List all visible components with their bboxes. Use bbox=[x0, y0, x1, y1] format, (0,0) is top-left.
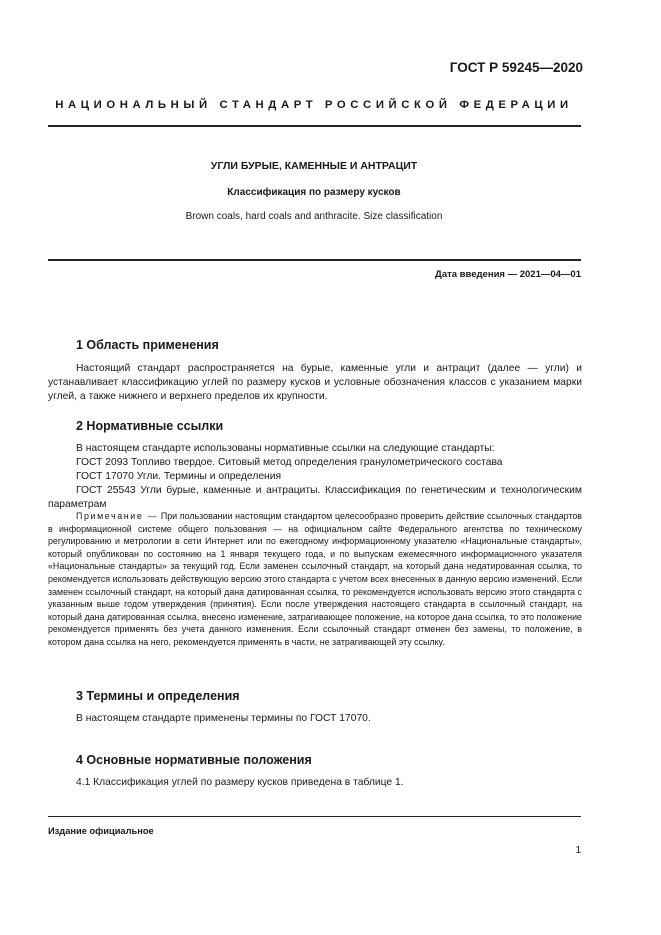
note-text: При пользовании настоящим стандартом целесообразно проверить действие ссылочных стандартов в информационной системе общего пользования — на официальном сайте Федерального агентства по техническому регулированию и метрологии в сети Интернет или по ежегодному информационному указателю «Национальные стандарты», который опубликован по состоянию на 1 января текущего года, и по выпускам ежемесячного информационного указателя «Национальные стандарты» за текущий год. Если заменен ссылочный стандарт, на который дана недатированная ссылка, то рекомендуется использовать действующую версию этого стандарта с учетом всех внесенных в данную версию изменений. Если заменен ссылочный стандарт, на который дана датированная ссылка, то рекомендуется использовать версию этого стандарта с указанным выше годом утверждения (принятия). Если после утверждения настоящего стандарта в ссылочный стандарт, на который дана датированная ссылка, внесено изменение, затрагивающее положение, на которое дана ссылка, то это положение рекомендуется применять без учета данного изменения. Если ссылочный стандарт отменен без замены, то положение, в котором дана ссылка на него, рекомендуется применять в части, не затрагивающей эту ссылку. bbox=[48, 511, 583, 647]
section-4-heading: 4 Основные нормативные положения bbox=[76, 753, 312, 767]
note-label: Примечание — bbox=[76, 511, 159, 521]
section-1-heading: 1 Область применения bbox=[76, 338, 219, 352]
introduction-date: Дата введения — 2021—04—01 bbox=[435, 269, 581, 280]
document-subtitle: Классификация по размеру кусков bbox=[227, 187, 401, 198]
section-1-text: Настоящий стандарт распространяется на бурые, каменные угли и антрацит (далее — угли) и устанавливает классификацию углей по размеру кусков и условные обозначения классов с указанием марки углей, а также нижнего и верхнего пределов их крупности. bbox=[48, 363, 582, 402]
references-note bbox=[48, 510, 582, 649]
section-3-heading: 3 Термины и определения bbox=[76, 689, 240, 703]
reference-gost-2093: ГОСТ 2093 Топливо твердое. Ситовый метод определения гранулометрического состава bbox=[76, 457, 503, 468]
section-3-text: В настоящем стандарте применены термины по ГОСТ 17070. bbox=[76, 713, 371, 724]
standard-code: ГОСТ Р 59245—2020 bbox=[449, 60, 583, 75]
document-title: УГЛИ БУРЫЕ, КАМЕННЫЕ И АНТРАЦИТ bbox=[210, 160, 418, 172]
english-title: Brown coals, hard coals and anthracite. Size classification bbox=[185, 211, 443, 222]
reference-gost-25543: ГОСТ 25543 Угли бурые, каменные и антрациты. Классификация по генетическим и технологическим параметрам bbox=[48, 485, 582, 510]
reference-gost-17070: ГОСТ 17070 Угли. Термины и определения bbox=[76, 471, 282, 482]
title-rule bbox=[48, 259, 581, 261]
page-number: 1 bbox=[575, 845, 581, 856]
footer-rule bbox=[48, 816, 581, 817]
header-rule bbox=[48, 125, 581, 127]
national-standard-banner: НАЦИОНАЛЬНЫЙ СТАНДАРТ РОССИЙСКОЙ ФЕДЕРАЦИИ bbox=[55, 99, 573, 111]
section-4-text: 4.1 Классификация углей по размеру кусков приведена в таблице 1. bbox=[76, 777, 404, 788]
section-2-intro: В настоящем стандарте использованы нормативные ссылки на следующие стандарты: bbox=[76, 443, 495, 454]
section-2-heading: 2 Нормативные ссылки bbox=[76, 419, 224, 433]
official-edition-label: Издание официальное bbox=[48, 826, 154, 836]
